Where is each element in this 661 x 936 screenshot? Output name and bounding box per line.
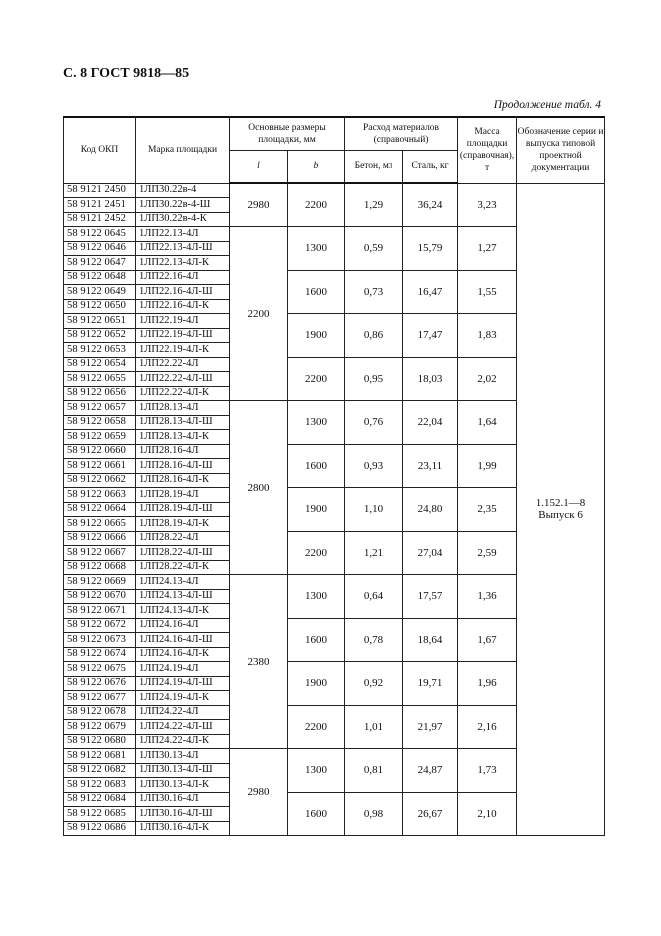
- mark-cell: 1ЛП28.22-4Л: [136, 531, 230, 546]
- okp-code-cell: 58 9122 0669: [64, 575, 136, 590]
- header-concrete: [345, 150, 403, 183]
- okp-code-cell: 58 9122 0683: [64, 778, 136, 793]
- mark-cell: 1ЛП22.22-4Л-К: [136, 386, 230, 401]
- length-l-cell: 2980: [230, 749, 288, 836]
- okp-code-cell: 58 9122 0660: [64, 444, 136, 459]
- mark-cell: 1ЛП24.13-4Л-Ш: [136, 589, 230, 604]
- okp-code-cell: 58 9121 2451: [64, 198, 136, 213]
- okp-code-cell: 58 9122 0656: [64, 386, 136, 401]
- width-b-cell: 2200: [288, 531, 345, 575]
- okp-code-cell: 58 9122 0670: [64, 589, 136, 604]
- header-mass: Масса площадки (справочная), т: [458, 117, 517, 183]
- mass-cell: 1,73: [458, 749, 517, 793]
- steel-cell: 22,04: [403, 401, 458, 445]
- mark-cell: 1ЛП28.13-4Л-Ш: [136, 415, 230, 430]
- mark-cell: 1ЛП28.22-4Л-К: [136, 560, 230, 575]
- okp-code-cell: 58 9122 0659: [64, 430, 136, 445]
- table-body: [64, 183, 605, 836]
- header-steel: Сталь, кг: [403, 150, 458, 183]
- mass-cell: 3,23: [458, 183, 517, 227]
- okp-code-cell: 58 9122 0652: [64, 328, 136, 343]
- mass-cell: 1,96: [458, 662, 517, 706]
- header-concrete-label: Бетон, м: [354, 161, 389, 172]
- header-concrete-sup: 3: [388, 162, 393, 171]
- width-b-cell: 2200: [288, 705, 345, 749]
- mark-cell: 1ЛП28.19-4Л-К: [136, 517, 230, 532]
- okp-code-cell: 58 9122 0648: [64, 270, 136, 285]
- mark-cell: 1ЛП22.19-4Л-К: [136, 343, 230, 358]
- okp-code-cell: 58 9121 2452: [64, 212, 136, 227]
- concrete-cell: 0,98: [345, 792, 403, 836]
- steel-cell: 24,80: [403, 488, 458, 532]
- concrete-cell: 0,76: [345, 401, 403, 445]
- steel-cell: 17,57: [403, 575, 458, 619]
- concrete-cell: 0,92: [345, 662, 403, 706]
- okp-code-cell: 58 9122 0645: [64, 227, 136, 242]
- mass-cell: 1,83: [458, 314, 517, 358]
- okp-code-cell: 58 9122 0672: [64, 618, 136, 633]
- mark-cell: 1ЛП24.19-4Л-Ш: [136, 676, 230, 691]
- mass-cell: 1,36: [458, 575, 517, 619]
- mark-cell: 1ЛП22.16-4Л-Ш: [136, 285, 230, 300]
- mark-cell: 1ЛП28.13-4Л-К: [136, 430, 230, 445]
- width-b-cell: 1900: [288, 662, 345, 706]
- mark-cell: 1ЛП30.13-4Л: [136, 749, 230, 764]
- header-materials: Расход материалов (справочный): [345, 117, 458, 150]
- okp-code-cell: 58 9122 0686: [64, 821, 136, 836]
- mark-cell: 1ЛП28.13-4Л: [136, 401, 230, 416]
- okp-code-cell: 58 9122 0654: [64, 357, 136, 372]
- okp-code-cell: 58 9122 0675: [64, 662, 136, 677]
- mass-cell: 2,16: [458, 705, 517, 749]
- steel-cell: 16,47: [403, 270, 458, 314]
- length-l-cell: 2980: [230, 183, 288, 227]
- mass-cell: 1,99: [458, 444, 517, 488]
- okp-code-cell: 58 9122 0653: [64, 343, 136, 358]
- mark-cell: 1ЛП28.16-4Л-Ш: [136, 459, 230, 474]
- concrete-cell: 0,86: [345, 314, 403, 358]
- mark-cell: 1ЛП22.22-4Л: [136, 357, 230, 372]
- mass-cell: 2,02: [458, 357, 517, 401]
- okp-code-cell: 58 9122 0679: [64, 720, 136, 735]
- header-series: Обозначение серии и выпуска типовой проектной документации: [517, 117, 605, 183]
- width-b-cell: 1900: [288, 488, 345, 532]
- series-issue: Выпуск 6: [538, 509, 583, 522]
- mark-cell: 1ЛП24.16-4Л: [136, 618, 230, 633]
- mass-cell: 1,55: [458, 270, 517, 314]
- width-b-cell: 1300: [288, 227, 345, 271]
- width-b-cell: 1300: [288, 749, 345, 793]
- steel-cell: 21,97: [403, 705, 458, 749]
- okp-code-cell: 58 9122 0671: [64, 604, 136, 619]
- table-continuation-note: Продолжение табл. 4: [493, 99, 601, 111]
- header-okp: Код ОКП: [64, 117, 136, 183]
- series-cell: [517, 183, 605, 836]
- okp-code-cell: 58 9122 0663: [64, 488, 136, 503]
- mark-cell: 1ЛП30.13-4Л-К: [136, 778, 230, 793]
- mark-cell: 1ЛП30.16-4Л-К: [136, 821, 230, 836]
- okp-code-cell: 58 9122 0646: [64, 241, 136, 256]
- okp-code-cell: 58 9122 0676: [64, 676, 136, 691]
- mark-cell: 1ЛП24.19-4Л-К: [136, 691, 230, 706]
- mark-cell: 1ЛП30.22в-4-К: [136, 212, 230, 227]
- mark-cell: 1ЛП24.16-4Л-К: [136, 647, 230, 662]
- mass-cell: 2,10: [458, 792, 517, 836]
- okp-code-cell: 58 9122 0681: [64, 749, 136, 764]
- okp-code-cell: 58 9122 0665: [64, 517, 136, 532]
- mark-cell: 1ЛП30.13-4Л-Ш: [136, 763, 230, 778]
- okp-code-cell: 58 9122 0674: [64, 647, 136, 662]
- okp-code-cell: 58 9122 0667: [64, 546, 136, 561]
- mark-cell: 1ЛП30.16-4Л: [136, 792, 230, 807]
- mass-cell: 2,35: [458, 488, 517, 532]
- mark-cell: 1ЛП24.13-4Л-К: [136, 604, 230, 619]
- concrete-cell: 0,93: [345, 444, 403, 488]
- okp-code-cell: 58 9122 0682: [64, 763, 136, 778]
- mass-cell: 1,64: [458, 401, 517, 445]
- mark-cell: 1ЛП24.22-4Л: [136, 705, 230, 720]
- mark-cell: 1ЛП30.22в-4-Ш: [136, 198, 230, 213]
- concrete-cell: 1,10: [345, 488, 403, 532]
- okp-code-cell: 58 9122 0649: [64, 285, 136, 300]
- mark-cell: 1ЛП28.19-4Л-Ш: [136, 502, 230, 517]
- page-title: С. 8 ГОСТ 9818—85: [63, 66, 190, 81]
- mark-cell: 1ЛП28.16-4Л: [136, 444, 230, 459]
- okp-code-cell: 58 9122 0685: [64, 807, 136, 822]
- okp-code-cell: 58 9122 0677: [64, 691, 136, 706]
- okp-code-cell: 58 9122 0664: [64, 502, 136, 517]
- steel-cell: 15,79: [403, 227, 458, 271]
- specification-table: [63, 116, 605, 836]
- okp-code-cell: 58 9122 0650: [64, 299, 136, 314]
- header-l: l: [230, 150, 288, 183]
- width-b-cell: 1600: [288, 792, 345, 836]
- mark-cell: 1ЛП22.16-4Л: [136, 270, 230, 285]
- okp-code-cell: 58 9122 0655: [64, 372, 136, 387]
- okp-code-cell: 58 9122 0666: [64, 531, 136, 546]
- okp-code-cell: 58 9122 0647: [64, 256, 136, 271]
- concrete-cell: 1,29: [345, 183, 403, 227]
- okp-code-cell: 58 9122 0658: [64, 415, 136, 430]
- steel-cell: 26,67: [403, 792, 458, 836]
- mass-cell: 2,59: [458, 531, 517, 575]
- okp-code-cell: 58 9122 0661: [64, 459, 136, 474]
- mark-cell: 1ЛП24.13-4Л: [136, 575, 230, 590]
- width-b-cell: 1300: [288, 401, 345, 445]
- okp-code-cell: 58 9122 0680: [64, 734, 136, 749]
- concrete-cell: 0,59: [345, 227, 403, 271]
- mark-cell: 1ЛП28.16-4Л-К: [136, 473, 230, 488]
- mark-cell: 1ЛП24.22-4Л-К: [136, 734, 230, 749]
- okp-code-cell: 58 9122 0678: [64, 705, 136, 720]
- concrete-cell: 0,81: [345, 749, 403, 793]
- width-b-cell: 1900: [288, 314, 345, 358]
- concrete-cell: 1,01: [345, 705, 403, 749]
- header-b: b: [288, 150, 345, 183]
- okp-code-cell: 58 9122 0662: [64, 473, 136, 488]
- length-l-cell: 2800: [230, 401, 288, 575]
- okp-code-cell: 58 9122 0657: [64, 401, 136, 416]
- series-code: 1.152.1—8: [535, 497, 586, 510]
- mass-cell: 1,27: [458, 227, 517, 271]
- concrete-cell: 0,78: [345, 618, 403, 662]
- mark-cell: 1ЛП22.16-4Л-К: [136, 299, 230, 314]
- header-dimensions: Основные размеры площадки, мм: [230, 117, 345, 150]
- table-row: [64, 183, 605, 198]
- mark-cell: 1ЛП22.19-4Л-Ш: [136, 328, 230, 343]
- width-b-cell: 2200: [288, 357, 345, 401]
- mark-cell: 1ЛП28.19-4Л: [136, 488, 230, 503]
- concrete-cell: 1,21: [345, 531, 403, 575]
- steel-cell: 27,04: [403, 531, 458, 575]
- mark-cell: 1ЛП24.22-4Л-Ш: [136, 720, 230, 735]
- okp-code-cell: 58 9122 0673: [64, 633, 136, 648]
- mark-cell: 1ЛП22.13-4Л-К: [136, 256, 230, 271]
- okp-code-cell: 58 9121 2450: [64, 183, 136, 198]
- steel-cell: 19,71: [403, 662, 458, 706]
- mass-cell: 1,67: [458, 618, 517, 662]
- concrete-cell: 0,64: [345, 575, 403, 619]
- okp-code-cell: 58 9122 0684: [64, 792, 136, 807]
- mark-cell: 1ЛП22.19-4Л: [136, 314, 230, 329]
- mark-cell: 1ЛП28.22-4Л-Ш: [136, 546, 230, 561]
- width-b-cell: 1600: [288, 444, 345, 488]
- steel-cell: 18,64: [403, 618, 458, 662]
- steel-cell: 36,24: [403, 183, 458, 227]
- mark-cell: 1ЛП24.16-4Л-Ш: [136, 633, 230, 648]
- mark-cell: 1ЛП22.13-4Л: [136, 227, 230, 242]
- steel-cell: 18,03: [403, 357, 458, 401]
- mark-cell: 1ЛП30.22в-4: [136, 183, 230, 198]
- width-b-cell: 2200: [288, 183, 345, 227]
- okp-code-cell: 58 9122 0651: [64, 314, 136, 329]
- concrete-cell: 0,95: [345, 357, 403, 401]
- width-b-cell: 1600: [288, 618, 345, 662]
- mark-cell: 1ЛП22.22-4Л-Ш: [136, 372, 230, 387]
- mark-cell: 1ЛП22.13-4Л-Ш: [136, 241, 230, 256]
- concrete-cell: 0,73: [345, 270, 403, 314]
- steel-cell: 17,47: [403, 314, 458, 358]
- width-b-cell: 1600: [288, 270, 345, 314]
- length-l-cell: 2380: [230, 575, 288, 749]
- steel-cell: 23,11: [403, 444, 458, 488]
- mark-cell: 1ЛП24.19-4Л: [136, 662, 230, 677]
- width-b-cell: 1300: [288, 575, 345, 619]
- steel-cell: 24,87: [403, 749, 458, 793]
- header-mark: Марка площадки: [136, 117, 230, 183]
- okp-code-cell: 58 9122 0668: [64, 560, 136, 575]
- length-l-cell: 2200: [230, 227, 288, 401]
- mark-cell: 1ЛП30.16-4Л-Ш: [136, 807, 230, 822]
